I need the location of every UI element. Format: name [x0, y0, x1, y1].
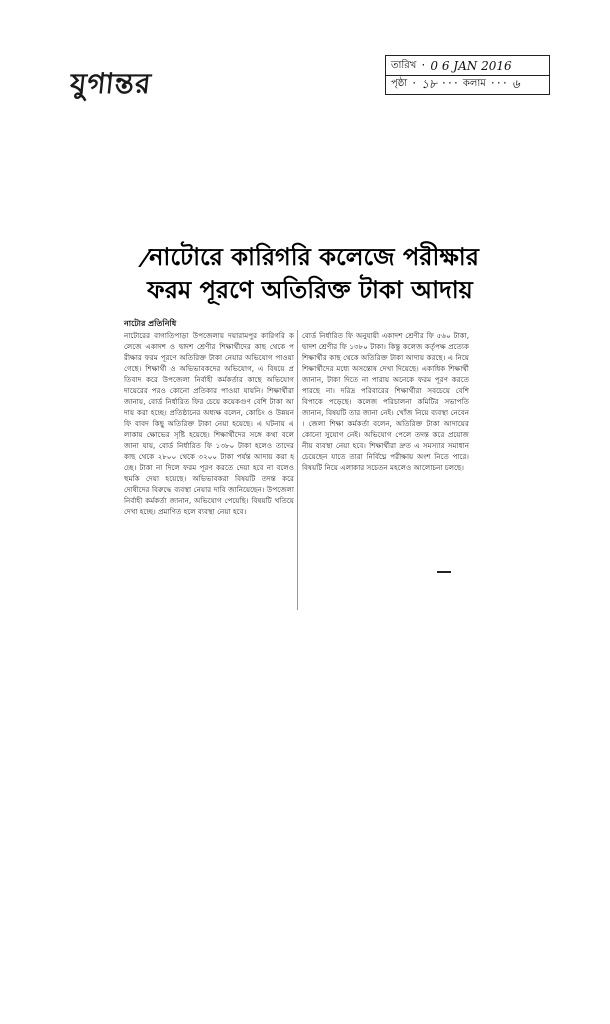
headline-line-1-text: নাটোরে কারিগরি কলেজে পরীক্ষার	[149, 243, 479, 271]
headline-mark: /	[136, 246, 154, 271]
stamp-page-value: ১৮	[421, 77, 437, 91]
stamp-date-label: তারিখ	[391, 60, 417, 71]
stamp-date-row: তারিখ · 0 6 JAN 2016	[391, 59, 512, 73]
article-end-mark	[437, 571, 451, 573]
stamp-column-value: ৬	[511, 77, 520, 91]
article-column-right: বোর্ড নির্ধারিত ফি অনুযায়ী একাদশ শ্রেণীর ফি ৫৬০ টাকা, দ্বাদশ শ্রেণীর ফি ১৩৮০ টাকা। কিন্তু কলেজ কর্তৃপক্ষ প্রত্যেক শিক্ষার্থীর কাছ থেকে অতিরিক্ত টাকা আদায় করছে। এ নিয়ে শিক্ষার্থীদের মধ্যে অসন্তোষ দেখা দিয়েছে। একাধিক শিক্ষার্থী জানান, টাকা দিতে না পারায় অনেকে ফরম পূরণ করতে পারছে না। দরিদ্র পরিবারের শিক্ষার্থীরা সবচেয়ে বেশি বিপাকে পড়েছে। কলেজ পরিচালনা কমিটির সভাপতি জানান, বিষয়টি তার জানা নেই। খোঁজ নিয়ে ব্যবস্থা নেবেন। জেলা শিক্ষা কর্মকর্তা বলেন, অতিরিক্ত টাকা আদায়ের কোনো সুযোগ নেই। অভিযোগ পেলে তদন্ত করে প্রয়োজনীয় ব্যবস্থা নেয়া হবে। শিক্ষার্থীরা দ্রুত এ সমস্যার সমাধান চেয়েছেন যাতে তারা নির্বিঘ্নে পরীক্ষায় অংশ নিতে পারে। বিষয়টি নিয়ে এলাকার সচেতন মহলেও আলোচনা চলছে।	[302, 331, 469, 472]
stamp-date-value: 0 6 JAN 2016	[430, 59, 512, 73]
stamp-page-row: পৃষ্ঠা · ১৮ ··· কলাম ··· ৬	[391, 77, 520, 91]
clipping-date-stamp	[385, 55, 550, 95]
column-divider	[297, 330, 298, 610]
newspaper-masthead: যুগান্তর	[68, 67, 154, 100]
stamp-page-label: পৃষ্ঠা	[391, 78, 408, 89]
headline-line-1	[130, 242, 490, 274]
article-byline: নাটোর প্রতিনিধি	[124, 319, 177, 328]
article-headline	[130, 242, 490, 306]
article-column-left: নাটোরের বাগাতিপাড়া উপজেলায় দয়ারামপুর কারিগরি কলেজে একাদশ ও দ্বাদশ শ্রেণীর শিক্ষার্থীদের কাছ থেকে পরীক্ষার ফরম পূরণে অতিরিক্ত টাকা নেয়ার অভিযোগ পাওয়া গেছে। শিক্ষার্থী ও অভিভাবকদের অভিযোগ, এ বিষয়ে প্রতিবাদ করে উপজেলা নির্বাহী কর্মকর্তার কাছে অভিযোগ দায়েরের পরও কোনো প্রতিকার পাওয়া যায়নি। শিক্ষার্থীরা জানায়, বোর্ড নির্ধারিত ফির চেয়ে কয়েকগুণ বেশি টাকা আদায় করা হচ্ছে। প্রতিষ্ঠানের অধ্যক্ষ বলেন, কোচিং ও উন্নয়ন ফি বাবদ কিছু অতিরিক্ত টাকা নেয়া হয়েছে। এ ঘটনায় এলাকায় ক্ষোভের সৃষ্টি হয়েছে। শিক্ষার্থীদের সঙ্গে কথা বলে জানা যায়, বোর্ড নির্ধারিত ফি ১৩৮০ টাকা হলেও তাদের কাছ থেকে ২৮০০ থেকে ৩২০০ টাকা পর্যন্ত আদায় করা হচ্ছে। টাকা না দিলে ফরম পূরণ করতে দেয়া হবে না বলেও হুমকি দেয়া হয়েছে। অভিভাবকরা বিষয়টি তদন্ত করে দোষীদের বিরুদ্ধে ব্যবস্থা নেয়ার দাবি জানিয়েছেন। উপজেলা নির্বাহী কর্মকর্তা জানান, অভিযোগ পেয়েছি। বিষয়টি খতিয়ে দেখা হচ্ছে। প্রমাণিত হলে ব্যবস্থা নেয়া হবে।	[124, 331, 294, 516]
headline-line-2: ফরম পূরণে অতিরিক্ত টাকা আদায়	[147, 276, 473, 304]
stamp-divider	[386, 75, 549, 76]
stamp-column-label: কলাম	[462, 78, 486, 89]
